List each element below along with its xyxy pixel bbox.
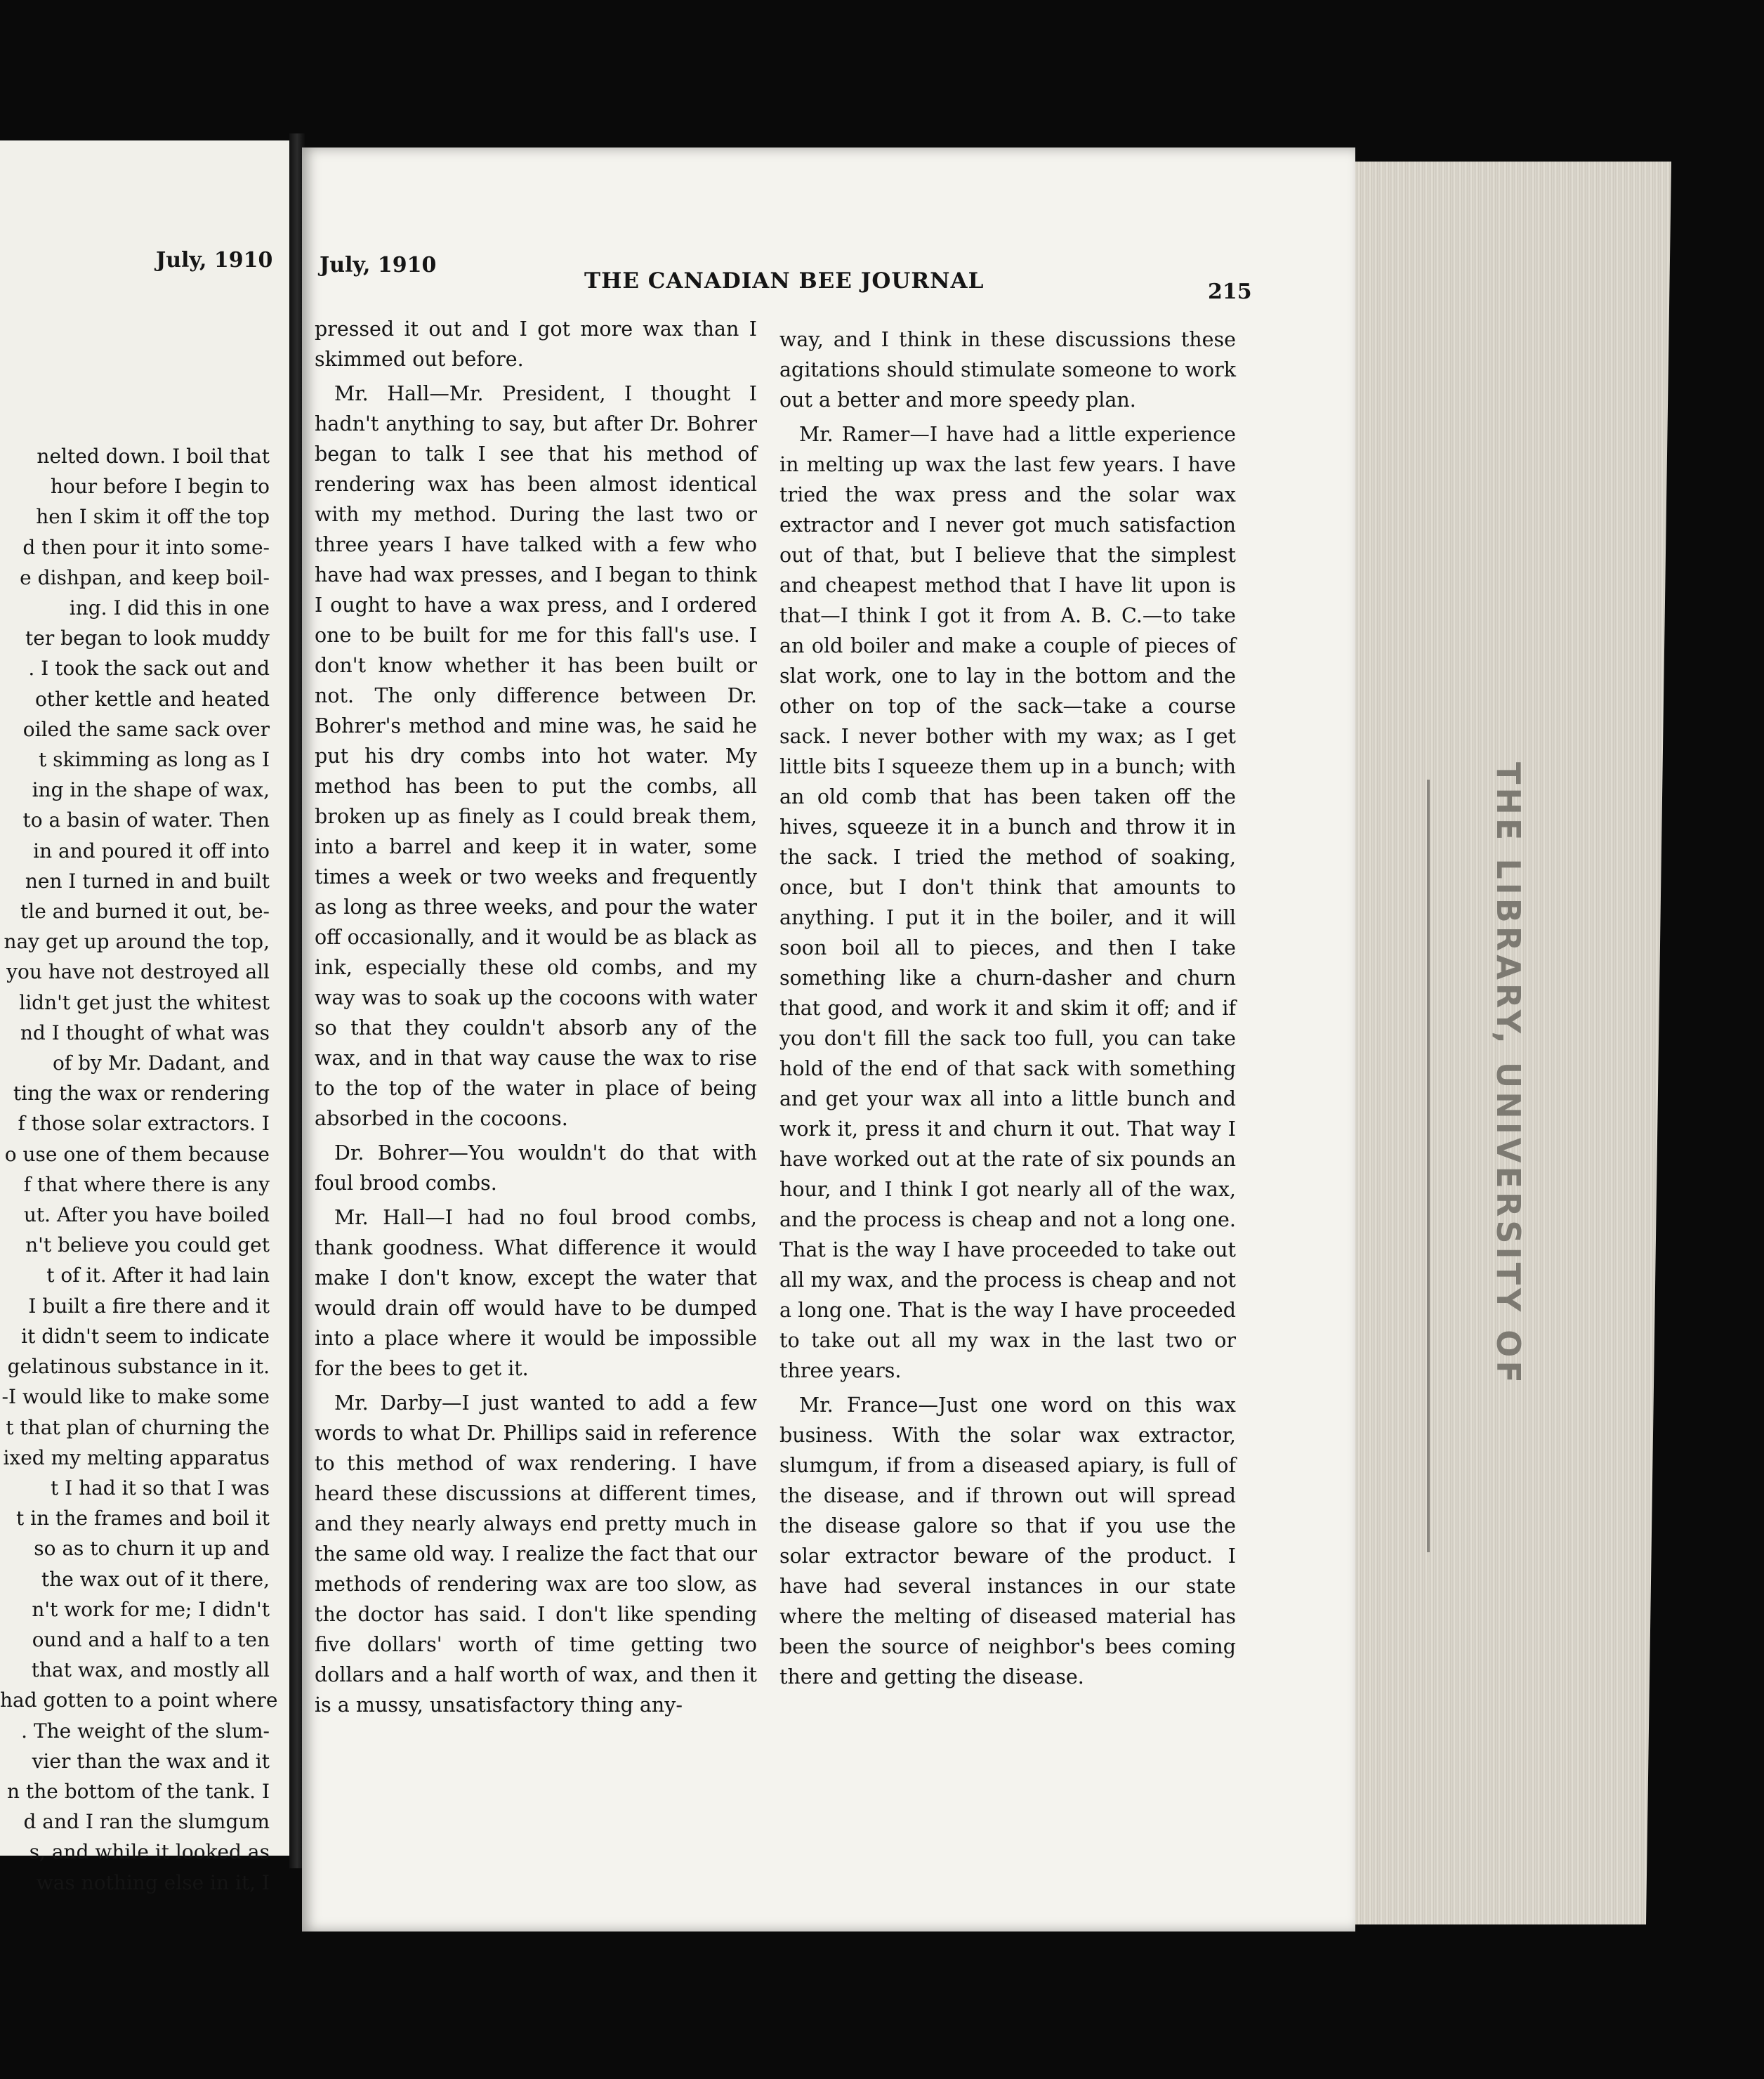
left-page-line: s, and while it looked as	[29, 1840, 270, 1864]
left-page-line: hen I skim it off the top	[36, 505, 270, 529]
paragraph: Mr. Hall—I had no foul brood combs, thank goodness. What difference it would make I don't know, except the water that would drain off would have to be dumped into a place where it would be impossible for the bees to get it.	[315, 1206, 757, 1380]
journal-title: THE CANADIAN BEE JOURNAL	[584, 268, 985, 294]
left-page-line: n't believe you could get	[25, 1233, 270, 1257]
left-page-line: gelatinous substance in it.	[7, 1355, 270, 1379]
left-page-line: nelted down. I boil that	[37, 445, 270, 468]
left-page-line: t skimming as long as I	[38, 748, 270, 772]
left-page-line: f that where there is any	[23, 1172, 270, 1196]
left-page-line: n the bottom of the tank. I	[7, 1779, 270, 1803]
left-page-line: of by Mr. Dadant, and	[52, 1051, 270, 1075]
paragraph: Mr. Ramer—I have had a little experience in melting up wax the last few years. I have tried the wax press and the solar wax extractor and I never got much satisfaction out of that, but I believe that the simplest and cheapest method that I have lit upon is that—I think I got it from A. B. C.—to take an old boiler and make a couple of pieces of slat work, one to lay in the bottom and the other on top of the sack—take a course sack. I never bother with my wax; as I get little bits I squeeze them up in a bunch; with an old comb that has been taken off the hives, squeeze it in a bunch and throw it in the sack. I tried the method of soaking, once, but I don't think that amounts to anything. I put it in the boiler, and it will soon boil all to pieces, and then I take something like a churn-dasher and churn that good, and work it and skim it off; and if you don't fill the sack too full, you can take hold of the end of that sack with something and get your wax all into a little bunch and work it, press it and churn it out. That way I have worked out at the rate of six pounds an hour, and I think I got nearly all of the wax, and the process is cheap and not a long one. That is the way I have proceeded to take out all my wax, and the process is cheap and not a long one. That is the way I have proceeded to take out all my wax in the last two or three years.	[779, 423, 1236, 1382]
left-page-line: nay get up around the top,	[4, 930, 270, 954]
text-column-2	[779, 324, 1236, 1696]
left-page-line: was nothing else in it, I	[36, 1870, 270, 1894]
left-page-line: ut. After you have boiled	[23, 1203, 270, 1227]
left-page-text-fragment	[0, 441, 278, 1898]
paragraph: Mr. Darby—I just wanted to add a few words to what Dr. Phillips said in reference to this method of wax rendering. I have heard these discussions at different times, and they nearly always end pretty much in the same old way. I realize the fact that our methods of rendering wax are too slow, as the doctor has said. I don't like spending five dollars' worth of time getting two dollars and a half worth of wax, and then it is a mussy, unsatisfactory thing any-	[315, 1391, 757, 1717]
left-page-line: n't work for me; I didn't	[32, 1597, 270, 1621]
left-page-line: you have not destroyed all	[6, 960, 270, 984]
left-page-line: ting the wax or rendering	[13, 1082, 270, 1106]
left-page-line: hour before I begin to	[50, 475, 270, 499]
left-page-line: ter began to look muddy	[25, 627, 270, 650]
page-number: 215	[1208, 280, 1252, 304]
left-page-line: vier than the wax and it	[32, 1749, 270, 1773]
left-page-line: to a basin of water. Then	[22, 808, 270, 832]
left-page-line: other kettle and heated	[34, 687, 270, 711]
left-page-line: nen I turned in and built	[25, 869, 270, 893]
paragraph: way, and I think in these discussions these agitations should stimulate someone to work out a better and more speedy plan.	[779, 328, 1236, 412]
left-page-line: t that plan of churning the	[6, 1415, 270, 1439]
left-page	[0, 140, 296, 1894]
left-page-date: July, 1910	[156, 248, 273, 273]
paragraph: Dr. Bohrer—You wouldn't do that with foul brood combs.	[315, 1141, 757, 1195]
left-page-line: I built a fire there and it	[28, 1294, 270, 1318]
left-page-line: t I had it so that I was	[50, 1476, 270, 1500]
left-page-line: o use one of them because	[4, 1142, 270, 1166]
left-page-line: f those solar extractors. I	[18, 1112, 270, 1136]
left-page-line: lidn't get just the whitest	[19, 990, 270, 1014]
left-page-line: ixed my melting apparatus	[3, 1445, 270, 1469]
left-page-line: tle and burned it out, be-	[20, 900, 270, 924]
left-page-line: . I took the sack out and	[28, 657, 270, 681]
left-page-line: ing. I did this in one	[69, 596, 270, 620]
page-date: July, 1910	[320, 253, 437, 277]
paragraph: Mr. France—Just one word on this wax business. With the solar wax extractor, slumgum, if from a diseased apiary, is full of the disease, and if thrown out will spread the disease galore so that if you use the solar extractor beware of the product. I have had several instances in our state where the melting of diseased material has been the source of neighbor's bees coming there and getting the disease.	[779, 1393, 1236, 1688]
left-page-line: so as to churn it up and	[34, 1537, 270, 1561]
fore-edge-line	[1427, 780, 1430, 1552]
left-page-line: had gotten to a point where	[0, 1688, 278, 1712]
paragraph: pressed it out and I got more wax than I skimmed out before.	[315, 317, 757, 371]
left-page-line: -I would like to make some	[1, 1385, 270, 1409]
paragraph: Mr. Hall—Mr. President, I thought I hadn't anything to say, but after Dr. Bohrer began to talk I see that his method of rendering wax has been almost identical with my method. During the last two or three years I have talked with a few who have had wax presses, and I began to think I ought to have a wax press, and I ordered one to be built for me for this fall's use. I don't know whether it has been built or not. The only difference between Dr. Bohrer's method and mine was, he said he put his dry combs into hot water. My method has been to put the combs, all broken up as finely as I could break them, into a barrel and keep it in water, some times a week or two weeks and frequently as long as three weeks, and pour the water off occasionally, and it would be as black as ink, especially these old combs, and my way was to soak up the cocoons with water so that they couldn't absorb any of the wax, and in that way cause the wax to rise to the top of the water in place of being absorbed in the cocoons.	[315, 382, 757, 1130]
left-page-line: it didn't seem to indicate	[21, 1324, 270, 1348]
left-page-line: e dishpan, and keep boil-	[20, 565, 270, 589]
left-page-line: the wax out of it there,	[41, 1567, 270, 1591]
left-page-line: nd I thought of what was	[20, 1021, 270, 1044]
text-column-1	[315, 314, 757, 1724]
left-page-line: ound and a half to a ten	[32, 1627, 270, 1651]
left-page-line: oiled the same sack over	[22, 717, 270, 741]
left-page-line: t in the frames and boil it	[16, 1507, 270, 1530]
left-page-line: that wax, and mostly all	[31, 1658, 270, 1682]
left-page-line: in and poured it off into	[33, 839, 270, 863]
left-page-line: . The weight of the slum-	[21, 1719, 270, 1743]
left-page-line: ing in the shape of wax,	[32, 778, 270, 802]
left-page-line: t of it. After it had lain	[46, 1264, 270, 1287]
left-page-line: d then pour it into some-	[22, 535, 270, 559]
library-stamp: THE LIBRARY, UNIVERSITY OF	[1489, 762, 1527, 1386]
left-page-line: d and I ran the slumgum	[23, 1810, 270, 1834]
